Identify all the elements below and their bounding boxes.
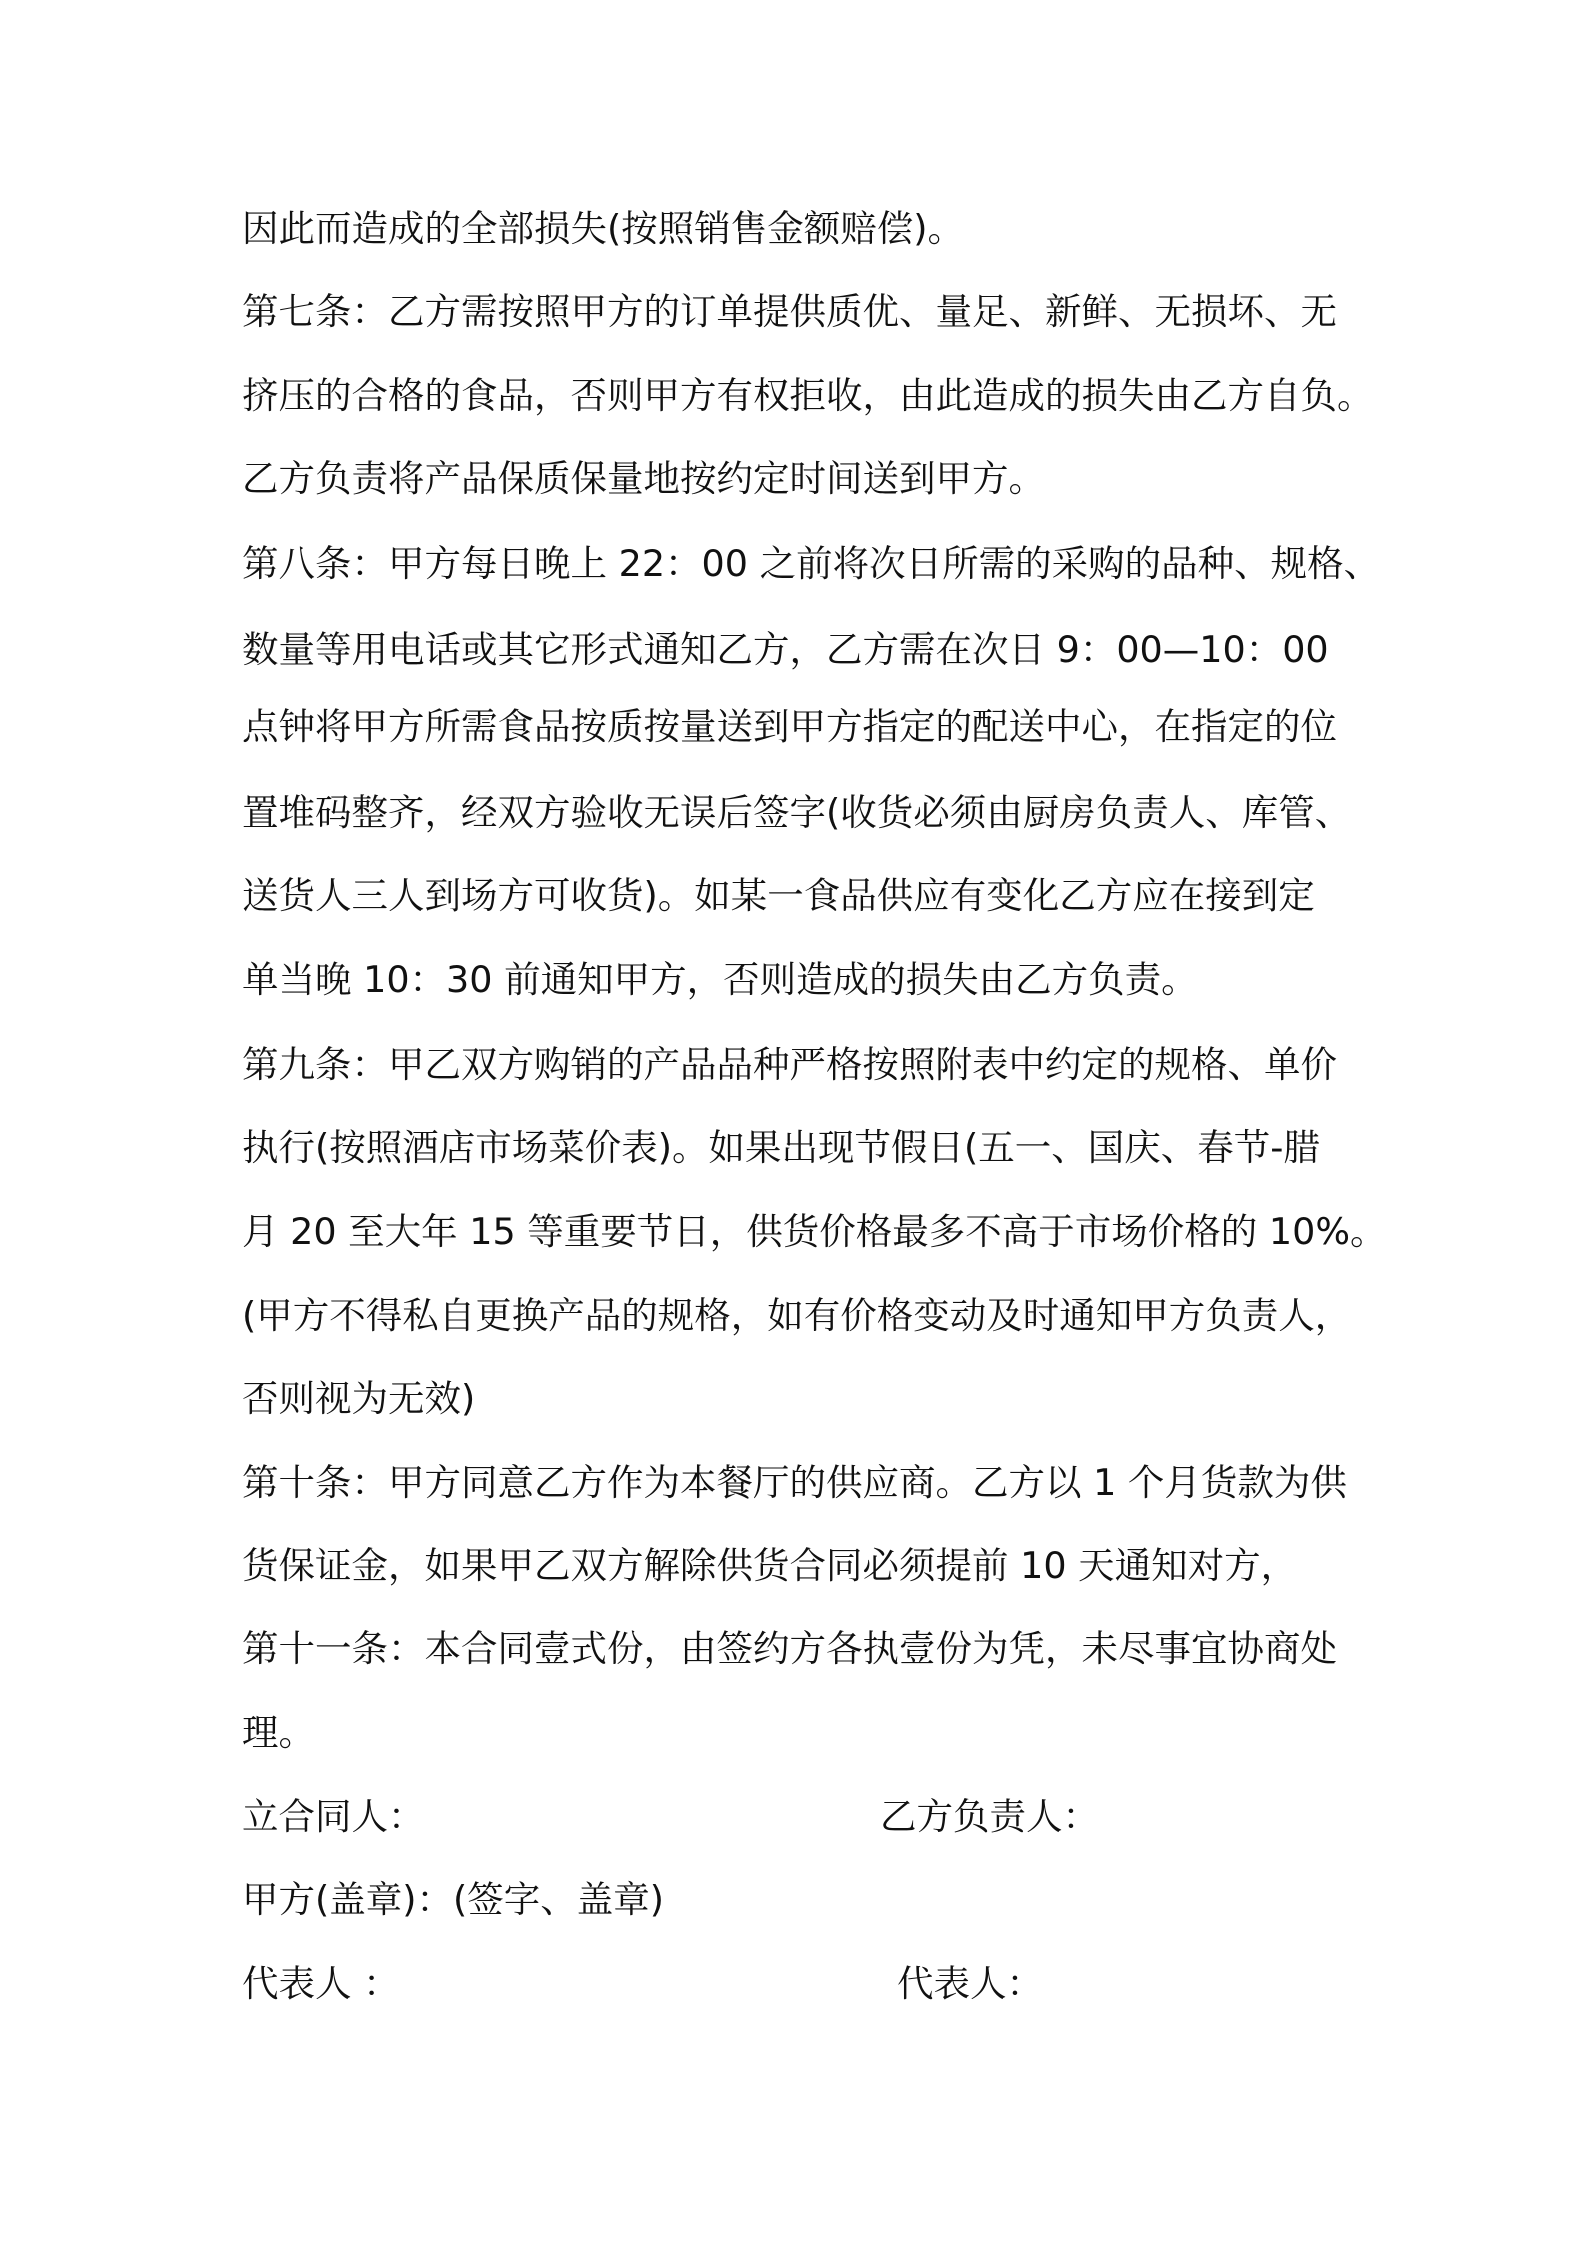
text-line: 理。 — [242, 1711, 315, 1754]
text-line: 置堆码整齐，经双方验收无误后签字(收货必须由厨房负责人、库管、 — [242, 791, 1352, 834]
text-line: 挤压的合格的食品，否则甲方有权拒收，由此造成的损失由乙方自负。 — [242, 374, 1374, 417]
text-line: 第十一条：本合同壹式份，由签约方各执壹份为凭，未尽事宜协商处 — [242, 1627, 1337, 1670]
text-line: (甲方不得私自更换产品的规格，如有价格变动及时通知甲方负责人， — [242, 1294, 1352, 1337]
left-representative-label: 代表人 ： — [242, 1962, 400, 2005]
text-line: 第八条：甲方每日晚上 22：00 之前将次日所需的采购的品种、规格、 — [242, 542, 1381, 585]
text-line: 否则视为无效) — [242, 1377, 476, 1420]
text-line: 点钟将甲方所需食品按质按量送到甲方指定的配送中心，在指定的位 — [242, 705, 1337, 748]
text-line: 单当晚 10：30 前通知甲方，否则造成的损失由乙方负责。 — [242, 958, 1198, 1001]
text-line: 乙方负责将产品保质保量地按约定时间送到甲方。 — [242, 457, 1045, 500]
left-party-label: 立合同人： — [242, 1795, 425, 1838]
right-party-label: 乙方负责人： — [880, 1795, 1099, 1838]
text-line: 第十条：甲方同意乙方作为本餐厅的供应商。乙方以 1 个月货款为供 — [242, 1461, 1347, 1504]
text-line: 货保证金，如果甲乙双方解除供货合同必须提前 10 天通知对方， — [242, 1544, 1298, 1587]
text-line: 送货人三人到场方可收货)。如某一食品供应有变化乙方应在接到定 — [242, 874, 1315, 917]
text-line: 第七条：乙方需按照甲方的订单提供质优、量足、新鲜、无损坏、无 — [242, 290, 1337, 333]
text-line: 因此而造成的全部损失(按照销售金额赔偿)。 — [242, 207, 964, 250]
text-line: 月 20 至大年 15 等重要节日，供货价格最多不高于市场价格的 10%。 — [242, 1210, 1387, 1253]
text-line: 第九条：甲乙双方购销的产品品种严格按照附表中约定的规格、单价 — [242, 1043, 1337, 1086]
text-line: 执行(按照酒店市场菜价表)。如果出现节假日(五一、国庆、春节-腊 — [242, 1126, 1320, 1169]
text-line: 数量等用电话或其它形式通知乙方，乙方需在次日 9：00—10：00 — [242, 628, 1329, 671]
right-representative-label: 代表人： — [897, 1962, 1043, 2005]
seal-line: 甲方(盖章)：(签字、盖章) — [242, 1878, 664, 1921]
